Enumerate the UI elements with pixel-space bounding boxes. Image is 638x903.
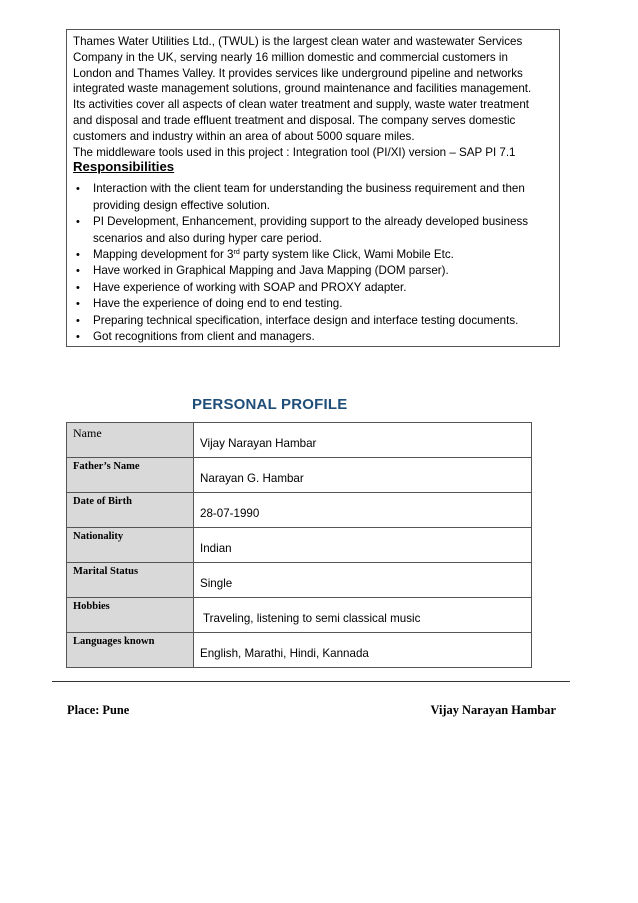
hobbies-value: Traveling, listening to semi classical music xyxy=(194,598,532,633)
list-item: • Have the experience of doing end to end testing. xyxy=(73,296,553,312)
bullet-icon: • xyxy=(76,331,80,344)
table-row xyxy=(67,633,532,668)
languages-known-value: English, Marathi, Hindi, Kannada xyxy=(194,633,532,668)
bullet-icon: • xyxy=(76,216,80,229)
list-item: • Have experience of working with SOAP and PROXY adapter. xyxy=(73,280,553,296)
description-line: Company in the UK, serving nearly 16 million domestic and commercial customers in xyxy=(73,50,508,64)
description-line: Thames Water Utilities Ltd., (TWUL) is the largest clean water and wastewater Services xyxy=(73,35,523,48)
list-item: • Preparing technical specification, interface design and interface testing documents. xyxy=(73,313,553,329)
project-description xyxy=(73,34,553,160)
hobbies-label: Hobbies xyxy=(67,598,194,633)
footer-divider xyxy=(52,681,570,682)
list-item: • Got recognitions from client and managers. xyxy=(73,329,553,345)
description-line: London and Thames Valley. It provides services like underground pipeline and networks xyxy=(73,66,523,80)
description-line: customers and industry within an area of about 5000 square miles. xyxy=(73,129,415,143)
bullet-icon: • xyxy=(76,265,80,278)
fathers-name-value: Narayan G. Hambar xyxy=(194,458,532,493)
list-item: • Interaction with the client team for understanding the business requirement and then providing design effective solution. xyxy=(76,182,525,212)
nationality-value: Indian xyxy=(194,528,532,563)
bullet-icon: • xyxy=(76,249,80,261)
name-label: Name xyxy=(67,423,194,458)
marital-status-value: Single xyxy=(194,563,532,598)
signature-name: Vijay Narayan Hambar xyxy=(430,703,556,717)
date-of-birth-value: 28-07-1990 xyxy=(194,493,532,528)
project-description-box xyxy=(66,29,560,347)
bullet-icon: • xyxy=(76,183,80,196)
nationality-label: Nationality xyxy=(67,528,194,563)
responsibilities-list xyxy=(73,181,553,345)
table-row xyxy=(67,563,532,598)
list-item: • PI Development, Enhancement, providing support to the already developed business scenarios and also during hyper care period. xyxy=(76,215,529,245)
middleware-tools-line: The middleware tools used in this project : Integration tool (PI/XI) version – SAP PI 7.1 xyxy=(73,145,516,159)
description-line: Its activities cover all aspects of clean water treatment and supply, waste water treatment xyxy=(73,98,530,112)
table-row xyxy=(67,598,532,633)
name-value: Vijay Narayan Hambar xyxy=(194,423,532,458)
personal-profile-table xyxy=(66,422,532,668)
table-row xyxy=(67,493,532,528)
table-row xyxy=(67,528,532,563)
description-line: integrated waste management solutions, ground maintenance and facilities management. xyxy=(73,82,532,96)
list-item: • Mapping development for 3rd party system like Click, Wami Mobile Etc. xyxy=(73,247,553,263)
fathers-name-label: Father’s Name xyxy=(67,458,194,493)
list-item: • Have worked in Graphical Mapping and Java Mapping (DOM parser). xyxy=(73,263,553,279)
responsibilities-heading: Responsibilities xyxy=(73,159,175,175)
table-row xyxy=(67,423,532,458)
table-row xyxy=(67,458,532,493)
place: Place: Pune xyxy=(67,703,130,717)
description-line: and disposal and trade effluent treatment and disposal. The company serves domestic xyxy=(73,113,516,127)
personal-profile-title: PERSONAL PROFILE xyxy=(192,396,348,413)
date-of-birth-label: Date of Birth xyxy=(67,493,194,528)
languages-known-label: Languages known xyxy=(67,633,194,668)
bullet-icon: • xyxy=(76,281,80,294)
marital-status-label: Marital Status xyxy=(67,563,194,598)
bullet-icon: • xyxy=(76,314,80,327)
bullet-icon: • xyxy=(76,298,80,311)
